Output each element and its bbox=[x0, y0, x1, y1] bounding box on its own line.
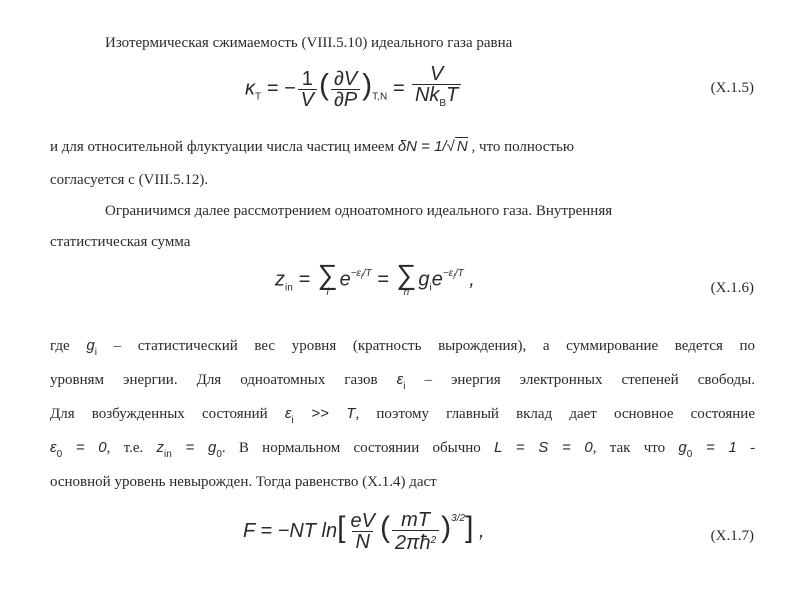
text-line: Для возбужденных состояний $\varepsilon_i >> T$, поэтому главный вклад дает основное состояние bbox=[50, 405, 755, 426]
text-line: и для относительной флуктуации числа частиц имеем δN = 1/√ N , что полностью bbox=[50, 138, 575, 155]
text-line: Ограничимся далее рассмотрением одноатомного идеального газа. Внутренняя bbox=[105, 203, 613, 219]
text-line: где $g_i$ – статистический вес уровня (кратность вырождения), а суммирование ведется по bbox=[50, 337, 756, 358]
equation-number: (X.1.7) bbox=[710, 528, 754, 544]
text-line: согласуется с (VIII.5.12). bbox=[50, 172, 209, 188]
equation-number: (X.1.5) bbox=[710, 80, 754, 96]
text-line: статистическая сумма bbox=[50, 234, 191, 250]
equation-x-1-7: F = −NT ln[ $\frac{eV}{N}$ ( $\frac{mT}{2\pi ħ^2}$ )$^{3/2}$] , bbox=[243, 509, 485, 554]
text-line: $\varepsilon_0 = 0$, т.е. $z_{in} = g_0$. В нормальном состоянии обычно L = S = 0, так что $g_0 = 1$ - bbox=[50, 439, 756, 460]
equation-number: (X.1.6) bbox=[710, 280, 754, 296]
equation-x-1-6: $z_{in}$ = ∑ i $e^{-\varepsilon_i/T}$ = ∑ n $g_ie^{-\varepsilon_i/T}$ , bbox=[275, 259, 475, 298]
text-line: уровням энергии. Для одноатомных газов $\varepsilon_i$ – энергия электронных степеней свободы. bbox=[50, 371, 756, 392]
text-line: основной уровень невырожден. Тогда равенство (X.1.4) даст bbox=[50, 474, 437, 490]
text-line: Изотермическая сжимаемость (VIII.5.10) идеального газа равна bbox=[105, 35, 513, 51]
equation-x-1-5: $\kappa_T$ = − $\frac{1}{V}$ ( $\frac{\partial V}{\partial P}$ )$_{T,N}$ = $\frac{V}{Nk_BT}$ bbox=[245, 64, 463, 114]
